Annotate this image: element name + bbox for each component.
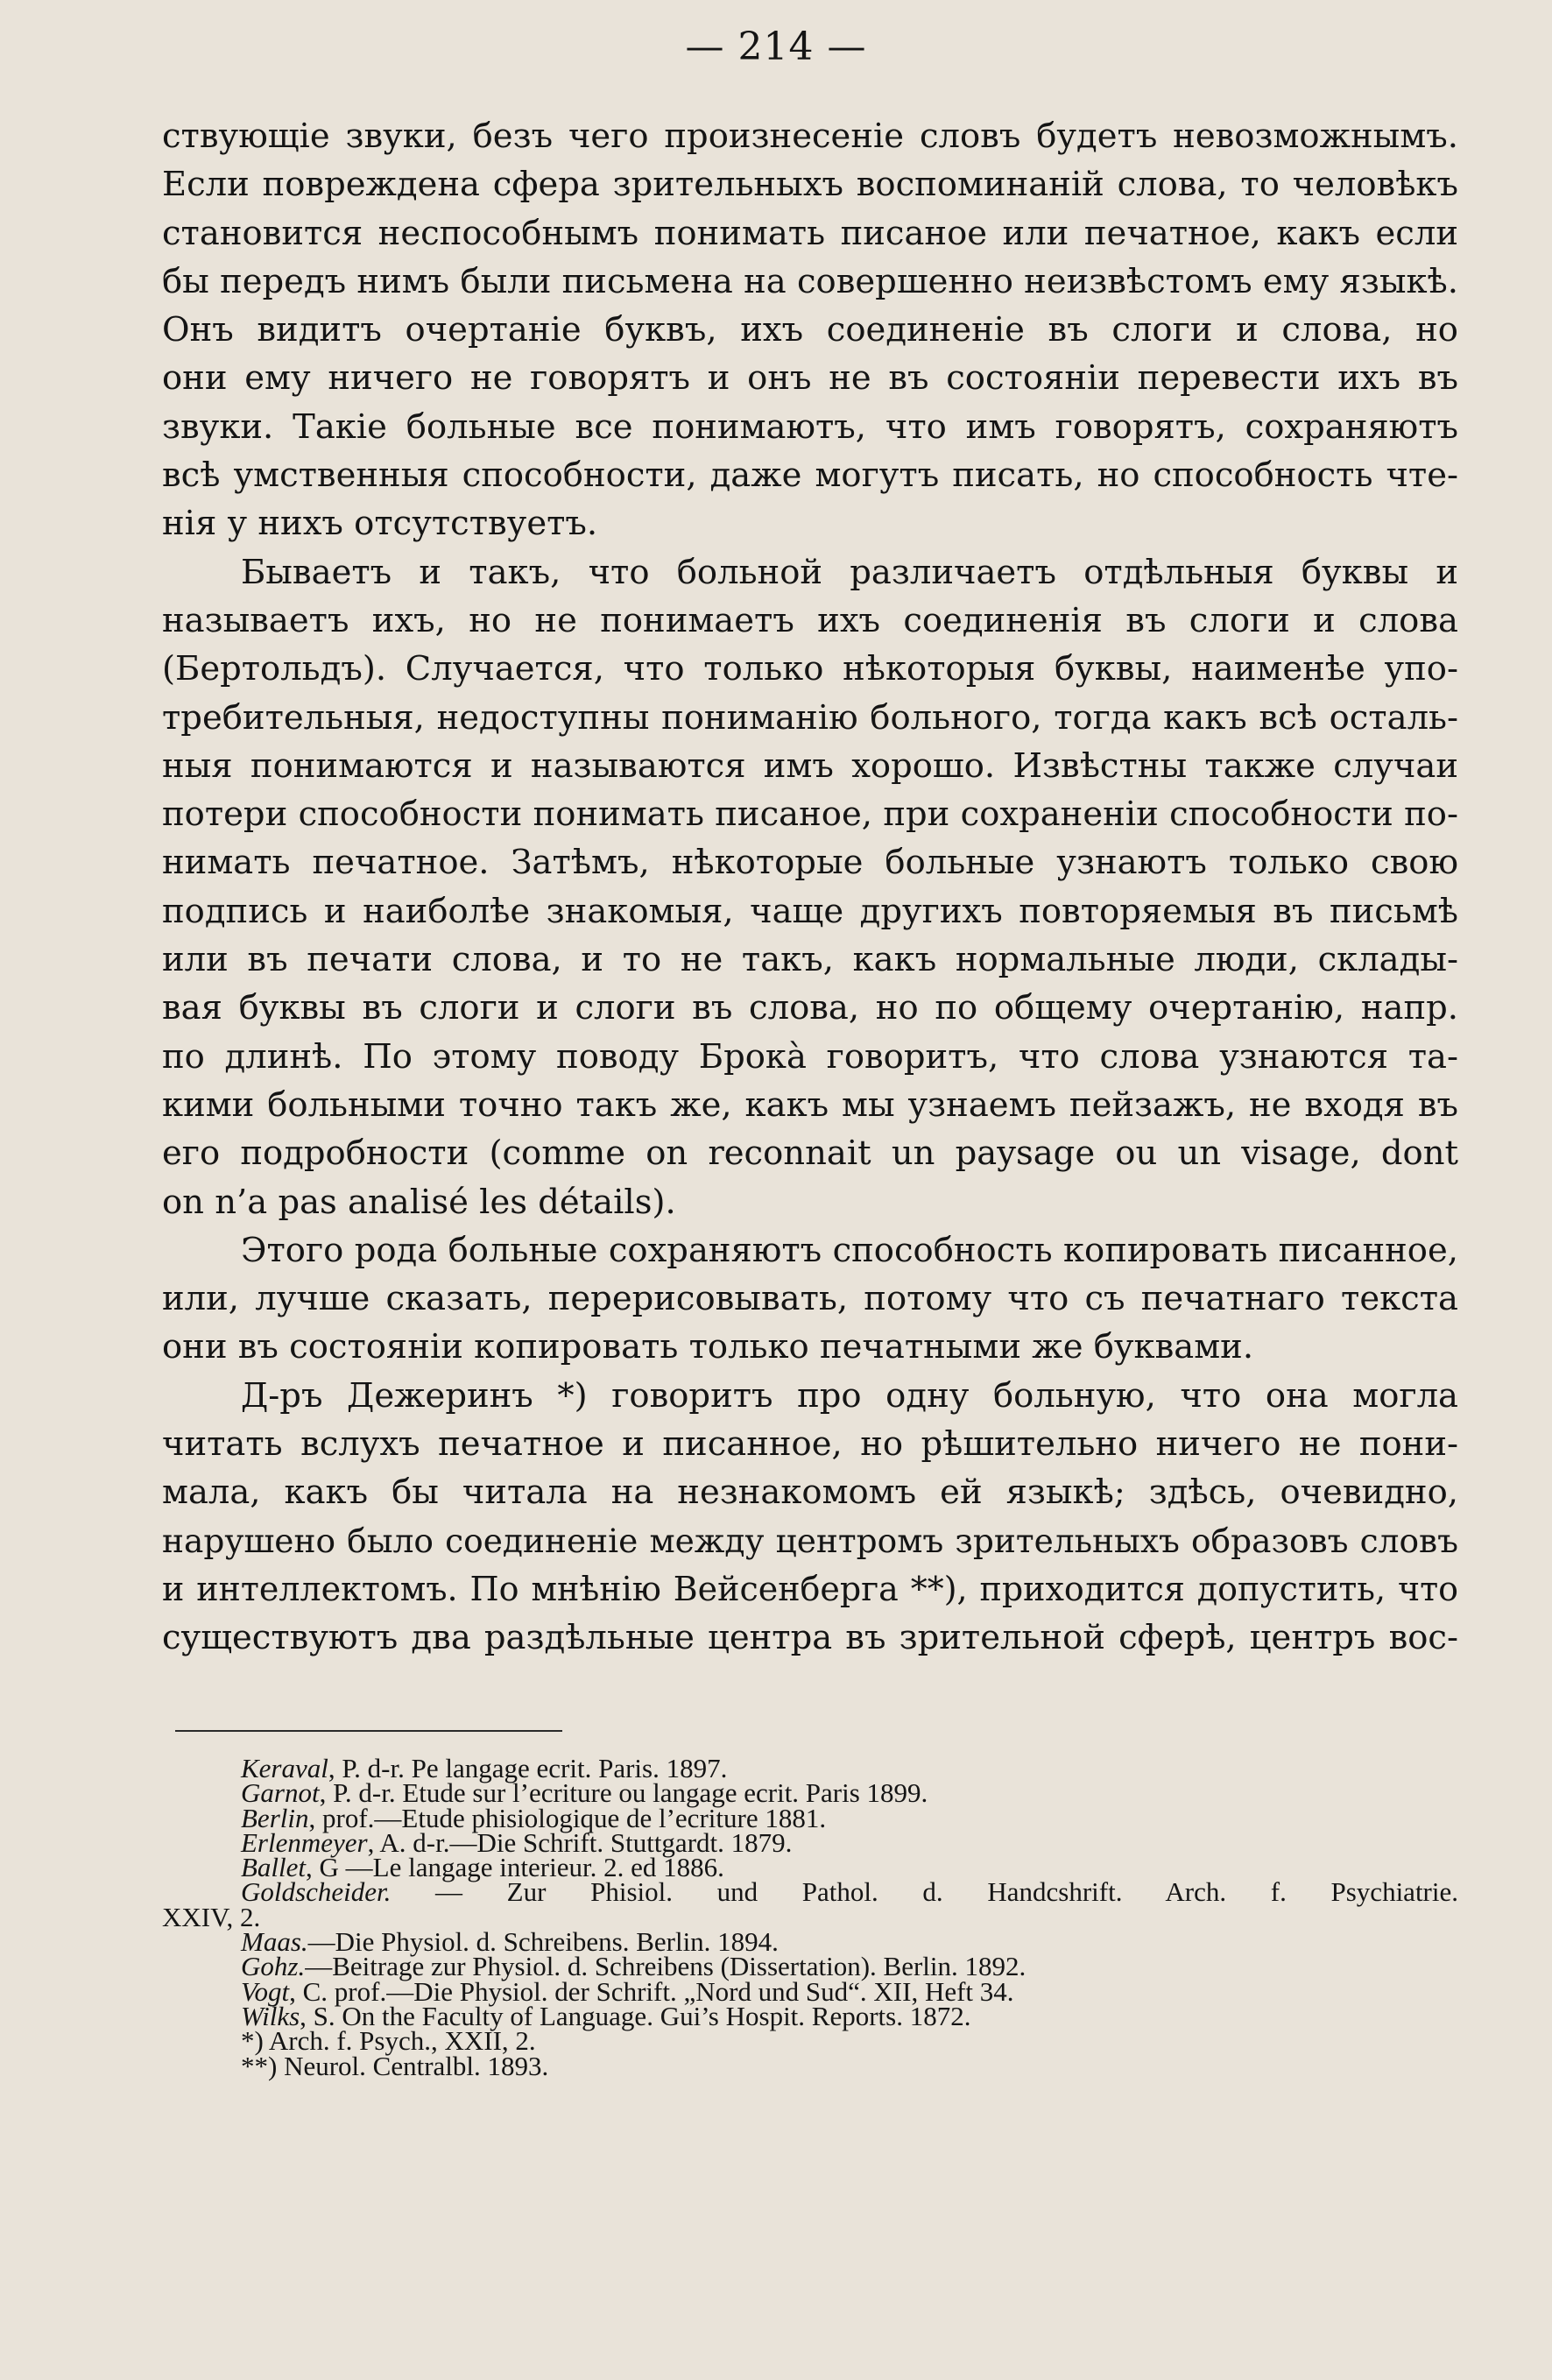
footnote-text: XXIV, 2. xyxy=(162,1901,261,1932)
text-line: нимать печатное. Затѣмъ, нѣкоторые больные узнаютъ только свою xyxy=(162,843,1458,883)
text-line: подпись и наиболѣе знакомыя, чаще другихъ повторяемыя въ письмѣ xyxy=(162,891,1458,931)
text-line: (Бертольдъ). Случается, что только нѣкоторыя буквы, наименѣе упо- xyxy=(162,649,1458,689)
text-line: существуютъ два раздѣльные центра въ зрительной сферѣ, центръ вос- xyxy=(162,1618,1458,1658)
page-number: — 214 — xyxy=(685,25,867,69)
text-line: называетъ ихъ, но не понимаетъ ихъ соединенія въ слоги и слова xyxy=(162,600,1458,640)
footnote-text: , S. On the Faculty of Language. Gui’s Hospit. Reports. 1872. xyxy=(300,2000,971,2031)
text-line: Бываетъ и такъ, что больной различаетъ отдѣльныя буквы и xyxy=(241,552,1458,592)
footnote-text: **) Neurol. Centralbl. 1893. xyxy=(241,2050,549,2081)
footnote-text: , A. d-r.—Die Schrift. Stuttgardt. 1879. xyxy=(367,1826,793,1858)
text-line: мала, какъ бы читала на незнакомомъ ей языкѣ; здѣсь, очевидно, xyxy=(162,1472,1458,1513)
footnote-text: —Die Physiol. d. Schreibens. Berlin. 1894. xyxy=(307,1926,779,1958)
text-line: или въ печати слова, и то не такъ, какъ нормальные люди, склады- xyxy=(162,940,1458,980)
text-line: ствующіе звуки, безъ чего произнесеніе словъ будетъ невозможнымъ. xyxy=(162,117,1458,156)
text-line: становится неспособнымъ понимать писаное или печатное, какъ если xyxy=(162,213,1458,253)
text-line: вая буквы въ слоги и слоги въ слова, но по общему очертанію, напр. xyxy=(162,988,1458,1028)
text-line: читать вслухъ печатное и писанное, но рѣшительно ничего не пони- xyxy=(162,1424,1458,1465)
footnote-text: —Beitrage zur Physiol. d. Schreibens (Dissertation). Berlin. 1892. xyxy=(305,1951,1026,1982)
footnote-author: Keraval xyxy=(241,1753,328,1783)
text-line: они въ состояніи копировать только печатными же буквами. xyxy=(162,1327,1254,1367)
text-line: они ему ничего не говорятъ и онъ не въ состояніи перевести ихъ въ xyxy=(162,358,1458,399)
body-text xyxy=(162,112,1458,1663)
footnote-entry xyxy=(162,1876,1458,1908)
text-line: on n’a pas analisé les détails). xyxy=(162,1182,676,1222)
footnote-text: , P. d-r. Pe langage ecrit. Paris. 1897. xyxy=(328,1753,728,1783)
text-line: Если повреждена сфера зрительныхъ воспоминаній слова, то человѣкъ xyxy=(162,165,1458,205)
footnote-author: Berlin xyxy=(241,1802,309,1833)
text-line: всѣ умственныя способности, даже могутъ писать, но способность чте- xyxy=(162,456,1458,496)
footnote-author: Gohz. xyxy=(241,1951,306,1982)
text-line: звуки. Такіе больные все понимаютъ, что имъ говорятъ, сохраняютъ xyxy=(162,406,1458,447)
footnote-text: , C. prof.—Die Physiol. der Schrift. „Nord und Sud“. XII, Heft 34. xyxy=(289,1975,1014,2007)
footnote-text: , G —Le langage interieur. 2. ed 1886. xyxy=(306,1852,724,1883)
footnote-author: Maas. xyxy=(241,1926,308,1958)
footnote-author: Wilks xyxy=(241,2000,300,2031)
footnote-text: , prof.—Etude phisiologique de l’ecriture 1881. xyxy=(308,1802,827,1833)
text-line: кими больными точно такъ же, какъ мы узнаемъ пейзажъ, не входя въ xyxy=(162,1084,1458,1125)
text-line: требительныя, недоступны пониманію больного, тогда какъ всѣ осталь- xyxy=(162,697,1458,738)
text-line: Онъ видитъ очертаніе буквъ, ихъ соединеніе въ слоги и слова, но xyxy=(162,310,1458,350)
text-line: и интеллектомъ. По мнѣнію Вейсенберга **), приходится допустить, что xyxy=(162,1569,1458,1608)
text-line: бы передъ нимъ были письмена на совершенно неизвѣстомъ ему языкѣ. xyxy=(162,261,1458,301)
text-line: ныя понимаются и называются имъ хорошо. Извѣстны также случаи xyxy=(162,745,1458,786)
footnote-author: Ballet xyxy=(241,1852,307,1883)
text-line: нарушено было соединеніе между центромъ зрительныхъ образовъ словъ xyxy=(162,1521,1458,1560)
text-line: нія у нихъ отсутствуетъ. xyxy=(162,504,598,544)
text-line: по длинѣ. По этому поводу Брокà говоритъ, что слова узнаются та- xyxy=(162,1036,1458,1077)
footnote-author: Vogt xyxy=(241,1975,290,2007)
footnote-text: — Zur Phisiol. und Pathol. d. Handcshrift. Arch. f. Psychiatrie. xyxy=(391,1876,1458,1908)
footnotes xyxy=(162,1753,1458,2081)
text-line: потери способности понимать писаное, при сохраненіи способности по- xyxy=(162,795,1458,835)
text-line: его подробности (comme on reconnait un paysage ou un visage, dont xyxy=(162,1134,1458,1174)
text-line: Д-ръ Дежеринъ *) говоритъ про одну больную, что она могла xyxy=(241,1375,1458,1416)
text-line: Этого рода больные сохраняютъ способность копировать писанное, xyxy=(241,1230,1458,1270)
footnote-author: Erlenmeyer xyxy=(241,1826,368,1858)
footnote-divider xyxy=(175,1730,562,1732)
footnote-entry xyxy=(162,2050,1458,2081)
footnote-text: *) Arch. f. Psych., XXII, 2. xyxy=(241,2025,536,2057)
footnote-text: , P. d-r. Etude sur l’ecriture ou langage ecrit. Paris 1899. xyxy=(319,1777,928,1809)
text-line: или, лучше сказать, перерисовывать, потому что съ печатнаго текста xyxy=(162,1279,1458,1319)
footnote-author: Goldscheider. xyxy=(241,1876,392,1908)
footnote-author: Garnot xyxy=(241,1777,320,1809)
